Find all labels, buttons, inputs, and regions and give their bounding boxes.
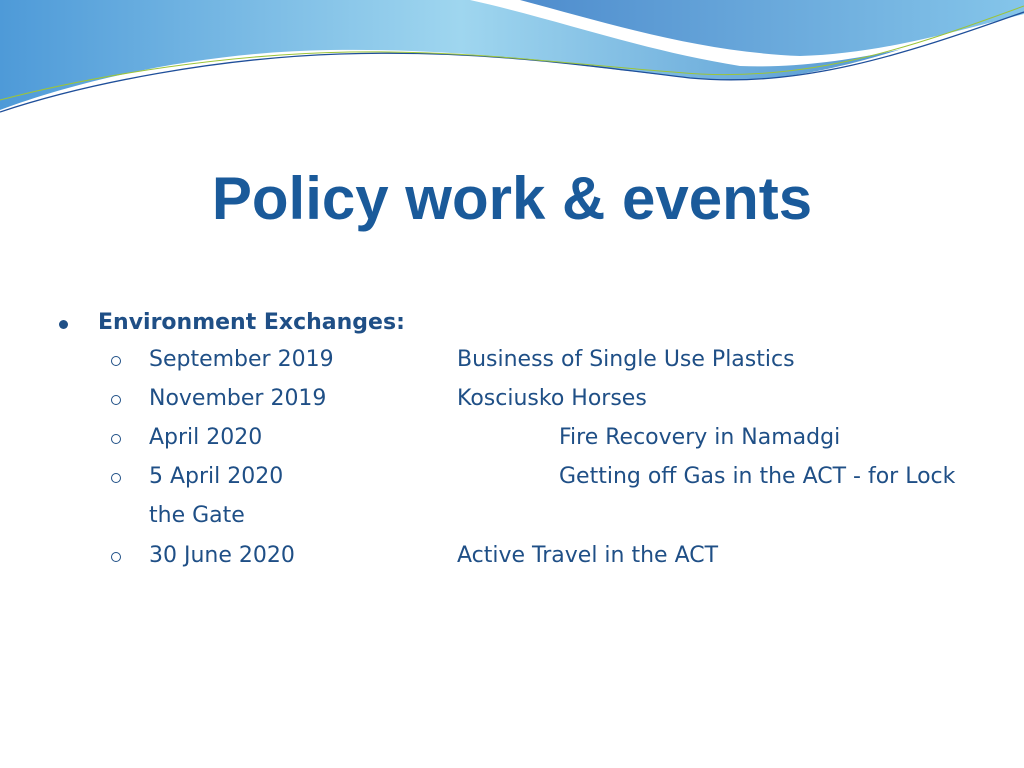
bullet-ring-icon bbox=[111, 434, 121, 444]
event-date: April 2020 bbox=[149, 425, 263, 450]
slide-title: Policy work & events bbox=[211, 165, 813, 232]
event-topic: Business of Single Use Plastics bbox=[457, 347, 795, 372]
event-date: 30 June 2020 bbox=[149, 543, 295, 568]
event-date: September 2019 bbox=[149, 347, 334, 372]
bullet-ring-icon bbox=[111, 473, 121, 483]
event-topic: Getting off Gas in the ACT - for Lock bbox=[559, 464, 956, 489]
bullet-dot-icon bbox=[59, 320, 68, 329]
bullet-ring-icon bbox=[111, 395, 121, 405]
section-heading: Environment Exchanges: bbox=[98, 310, 405, 335]
event-date: 5 April 2020 bbox=[149, 464, 284, 489]
event-topic: Active Travel in the ACT bbox=[457, 543, 719, 568]
event-topic: Kosciusko Horses bbox=[457, 386, 647, 411]
event-topic-continuation: the Gate bbox=[149, 503, 245, 528]
event-date: November 2019 bbox=[149, 386, 327, 411]
bullet-ring-icon bbox=[111, 356, 121, 366]
bullet-ring-icon bbox=[111, 552, 121, 562]
event-topic: Fire Recovery in Namadgi bbox=[559, 425, 841, 450]
